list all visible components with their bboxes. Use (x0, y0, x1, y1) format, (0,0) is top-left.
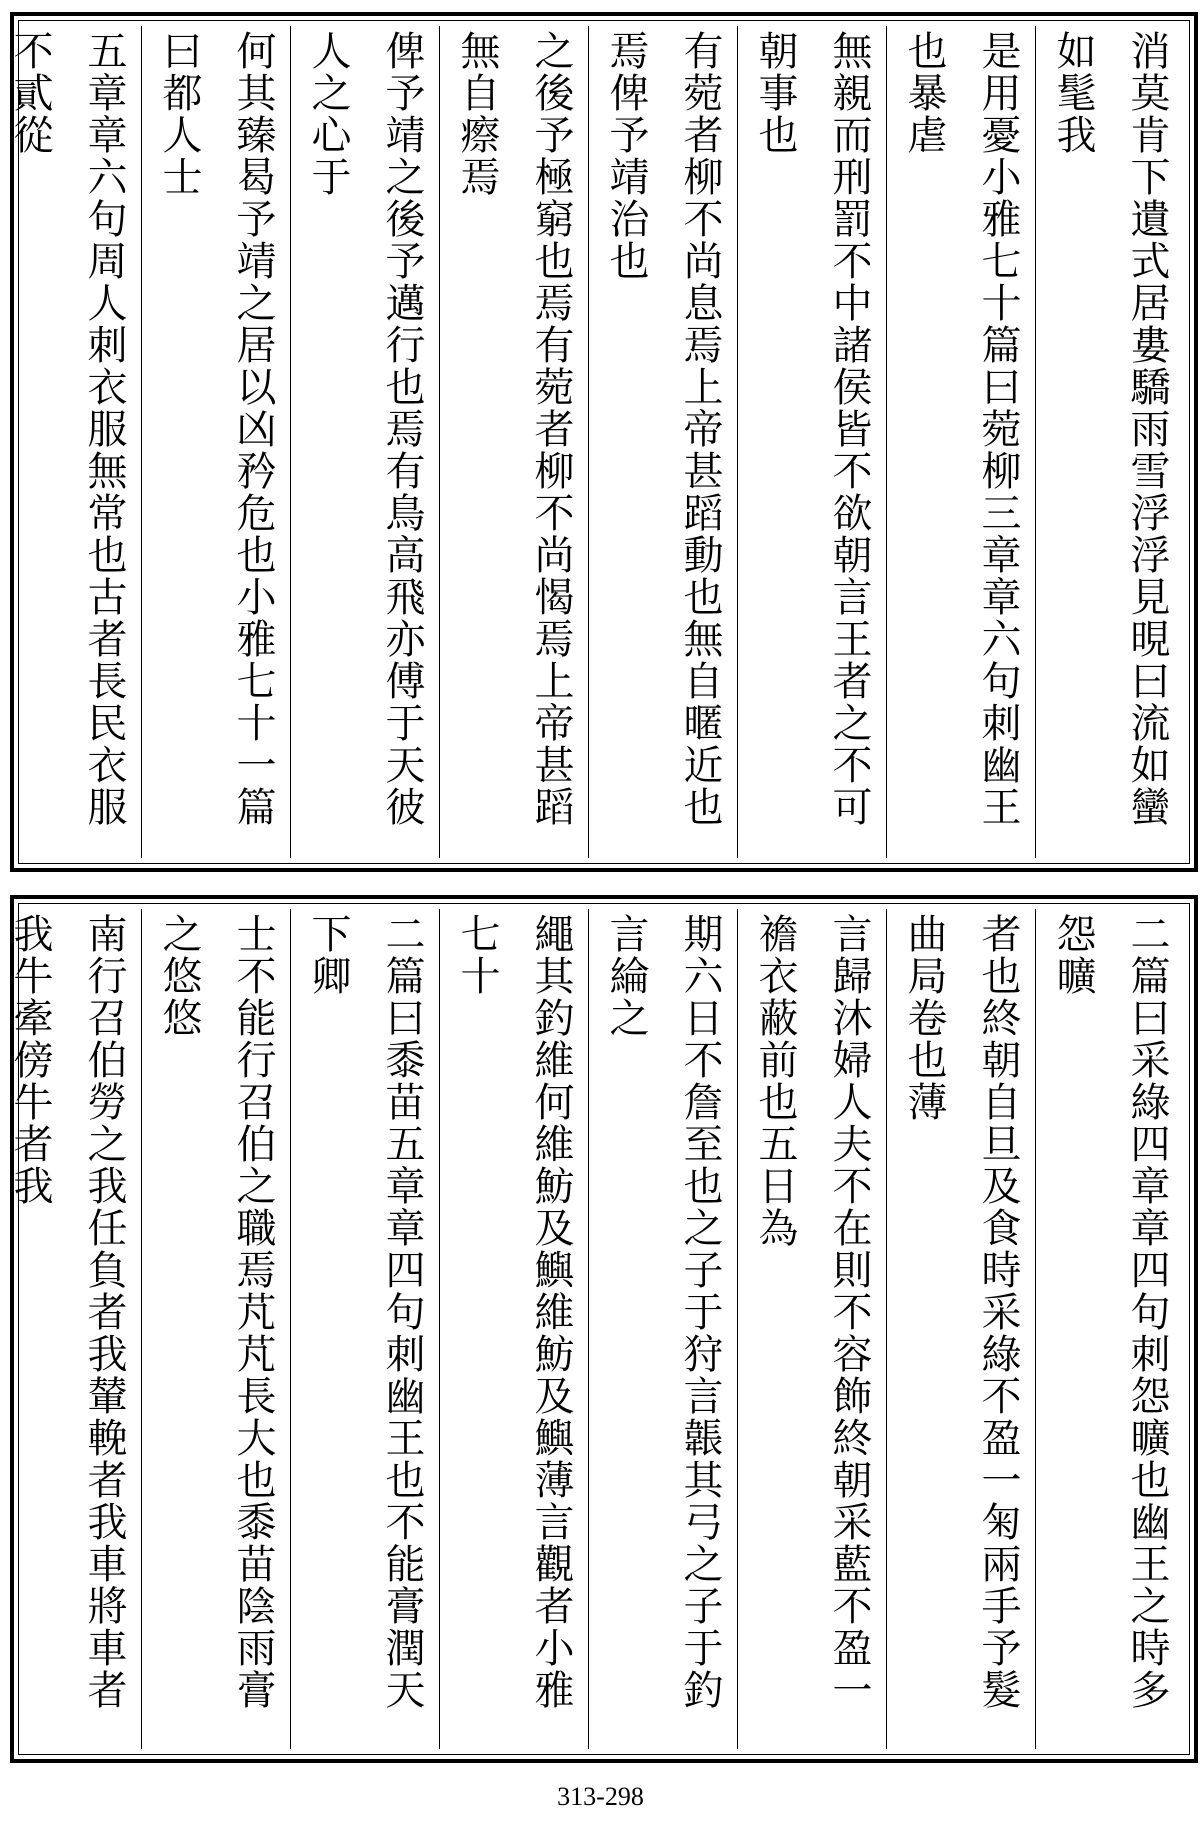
text-column: 者也終朝自旦及食時采綠不盈一匊兩手予髮曲局卷也薄 (886, 909, 1035, 1749)
text-column: 是用憂小雅七十篇曰菀柳三章章六句刺幽王也暴虐 (886, 26, 1035, 858)
reprint-page-number: 313-298 (557, 1782, 644, 1811)
text-column: 二篇曰采綠四章章四句刺怨曠也幽王之時多怨曠 (1035, 909, 1184, 1749)
text-column: 五章章六句周人刺衣服無常也古者長民衣服不貳從 (0, 26, 141, 858)
text-column: 有菀者柳不尚息焉上帝甚蹈動也無自暱近也焉俾予靖治也 (588, 26, 737, 858)
leaf-number (0, 726, 9, 742)
text-column: 消莫肯下遺式居婁驕雨雪浮浮見晛曰流如蠻如髦我 (1035, 26, 1184, 858)
lower-folio-frame (7, 895, 1198, 1763)
text-column: 二篇曰黍苗五章章四句刺幽王也不能膏潤天下卿 (290, 909, 439, 1749)
text-column: 俾予靖之後予邁行也焉有鳥高飛亦傅于天彼人之心于 (290, 26, 439, 858)
text-column: 繩其釣維何維魴及鱮維魴及鱮薄言觀者小雅七十 (439, 909, 588, 1749)
text-column: 何其臻曷予靖之居以凶矜危也小雅七十一篇曰都人士 (141, 26, 290, 858)
leaf-number (0, 1609, 9, 1625)
text-column: 期六日不詹至也之子于狩言韔其弓之子于釣言綸之 (588, 909, 737, 1749)
upper-folio-frame (7, 12, 1198, 872)
text-column: 士不能行召伯之職焉芃芃長大也黍苗陰雨膏之悠悠 (141, 909, 290, 1749)
text-column: 南行召伯勞之我任負者我輦輓者我車將車者我牛牽傍牛者我 (0, 909, 141, 1749)
text-column: 無親而刑罰不中諸侯皆不欲朝言王者之不可朝事也 (737, 26, 886, 858)
text-column: 言歸沐婦人夫不在則不容飾終朝采藍不盈一襜衣蔽前也五日為 (737, 909, 886, 1749)
text-column: 之後予極窮也焉有菀者柳不尚愒焉上帝甚蹈無自瘵焉 (439, 26, 588, 858)
